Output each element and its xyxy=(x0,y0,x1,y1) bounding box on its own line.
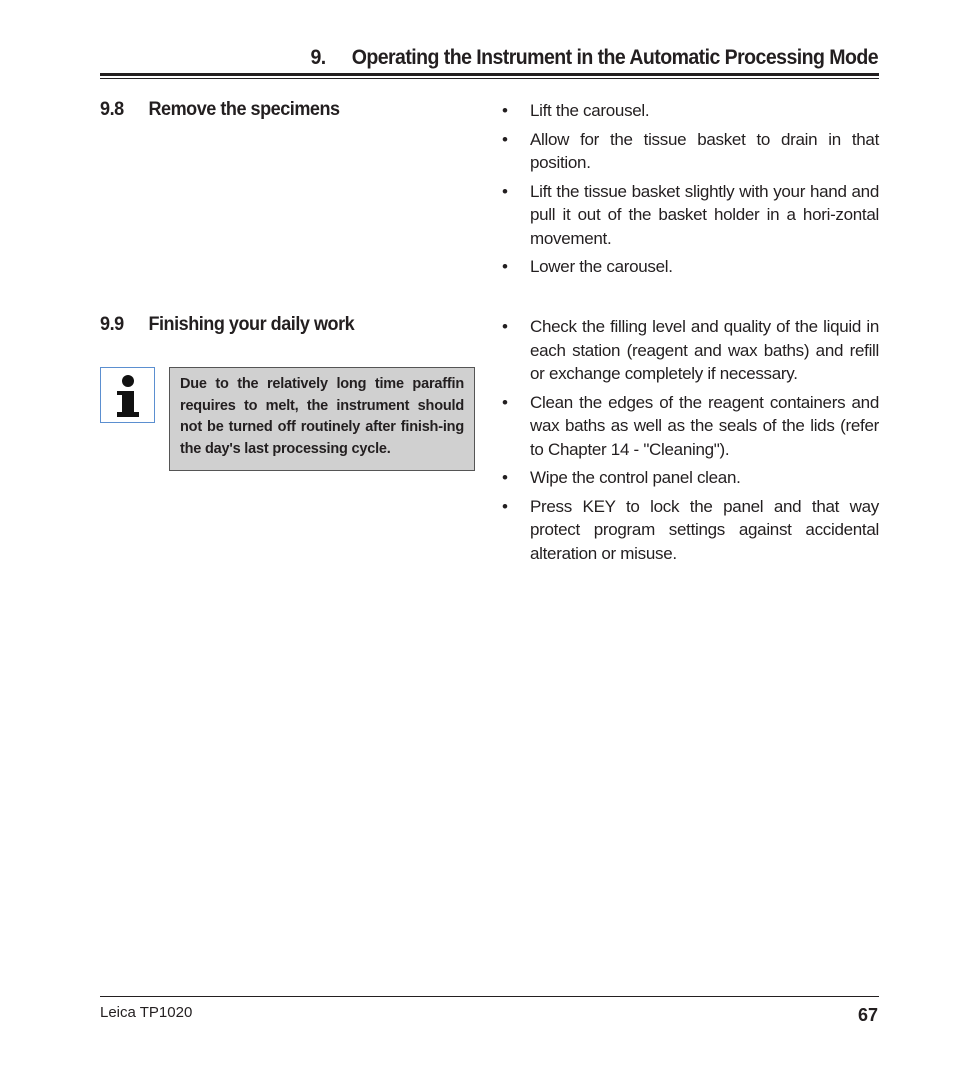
section-title: Finishing your daily work xyxy=(148,314,355,335)
list-item: • Lift the tissue basket slightly with your hand and pull it out of the basket holder in a hori-zontal movement. xyxy=(502,180,879,251)
list-item: • Lower the carousel. xyxy=(502,255,879,279)
footer-product: Leica TP1020 xyxy=(100,1004,193,1021)
chapter-title-text: Operating the Instrument in the Automatic Processing Mode xyxy=(351,46,878,69)
list-item: • Press KEY to lock the panel and that way protect program settings against accidental alteration or misuse. xyxy=(502,495,879,566)
section-heading-9-8 xyxy=(100,99,340,121)
section-number: 9.9 xyxy=(100,314,124,335)
list-item: • Allow for the tissue basket to drain in that position. xyxy=(502,128,879,175)
header-rule xyxy=(100,73,879,76)
section-title: Remove the specimens xyxy=(148,99,340,120)
chapter-number: 9. xyxy=(310,46,326,69)
footer-rule xyxy=(100,996,879,997)
section-heading-9-9 xyxy=(100,314,354,336)
list-item: • Check the filling level and quality of the liquid in each station (reagent and wax baths) and refill or exchange completely if necessary. xyxy=(502,315,879,386)
info-icon xyxy=(100,367,155,423)
list-item: • Lift the carousel. xyxy=(502,99,879,123)
section-number: 9.8 xyxy=(100,99,124,120)
note-box: Due to the relatively long time paraffin requires to melt, the instrument should not be turned off routinely after finish-ing the day's last processing cycle. xyxy=(169,367,475,471)
chapter-title xyxy=(154,46,878,70)
header-rule-thin xyxy=(100,78,879,79)
bullet-list-remove-specimens xyxy=(502,99,879,284)
page-number: 67 xyxy=(857,1005,878,1025)
list-item: • Clean the edges of the reagent containers and wax baths as well as the seals of the lids (refer to Chapter 14 - "Cleaning"). xyxy=(502,391,879,462)
list-item: • Wipe the control panel clean. xyxy=(502,466,879,490)
bullet-list-daily-work xyxy=(502,315,879,570)
